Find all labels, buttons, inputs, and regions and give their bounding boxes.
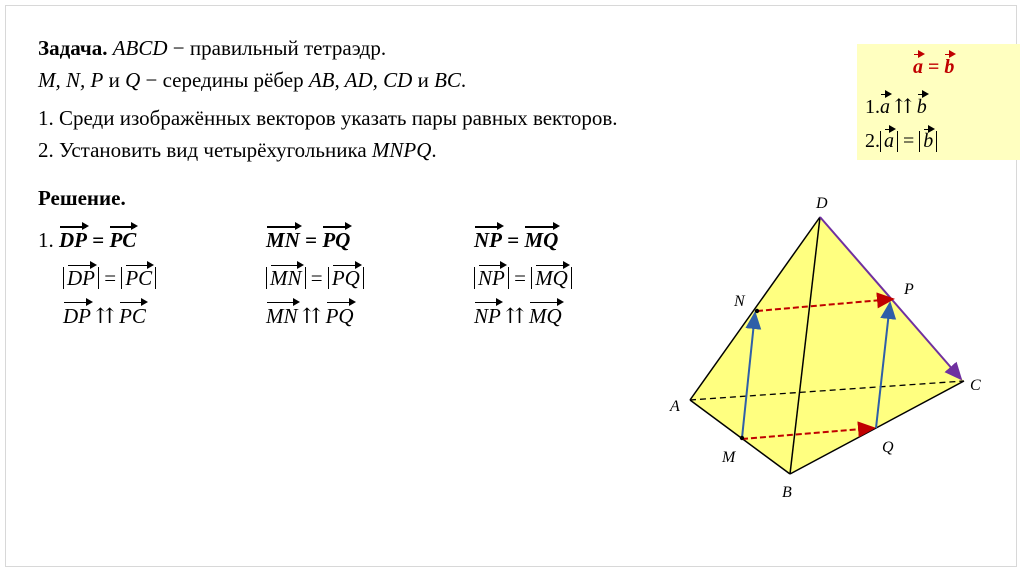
hint-vector-a: a <box>884 130 894 152</box>
label-m: M <box>722 449 736 466</box>
hint-eq: = <box>928 56 940 78</box>
task-and-1: и <box>103 68 126 92</box>
label-q: Q <box>882 439 894 456</box>
eq-sign: = <box>104 266 117 290</box>
task-and-2: и <box>412 68 435 92</box>
task-point-q: Q <box>125 68 141 92</box>
eq-sign: = <box>514 266 526 290</box>
vector-pc: PC <box>109 228 137 252</box>
vector-dp-dir: DP <box>63 304 91 328</box>
codirected-sign: ⇈ <box>302 304 321 328</box>
vector-np: NP <box>474 228 502 252</box>
task-midpoints-text: − середины рёбер <box>140 68 309 92</box>
vector-mn-dir: MN <box>266 304 298 328</box>
vector-dp-len: DP <box>67 266 95 290</box>
task-quadrilateral: MNPQ <box>371 138 432 162</box>
solution-item-number: 1. <box>38 228 54 252</box>
task-title: Задача. <box>38 36 108 60</box>
label-n: N <box>734 293 745 310</box>
label-p: P <box>904 281 914 298</box>
codirected-sign: ⇈ <box>506 304 524 328</box>
task-item-2-text: 2. Установить вид четырёхугольника <box>38 138 372 162</box>
task-period: . <box>460 68 467 92</box>
label-d: D <box>816 195 828 212</box>
hint-num-1: 1. <box>865 96 880 118</box>
eq-sign: = <box>310 266 323 290</box>
codirected-sign: ⇈ <box>96 304 114 328</box>
task-points: M, N, P <box>38 68 104 92</box>
hint-vector-b: b <box>916 96 927 118</box>
task-edges-2: BC <box>434 68 461 92</box>
vector-mn-len: MN <box>270 266 302 290</box>
vector-pc-len: PC <box>125 266 153 290</box>
tetrahedron-face <box>690 217 964 474</box>
task-edges-1: AB, AD, CD <box>308 68 413 92</box>
vector-mq-dir: MQ <box>528 304 562 328</box>
hint-vector-b: b <box>944 56 955 78</box>
task-line-1-text: − правильный тетраэдр. <box>167 36 387 60</box>
label-c: C <box>970 377 981 394</box>
hint-num-2: 2. <box>865 130 880 152</box>
hint-vector-a: a <box>913 56 923 78</box>
hint-vector-b: b <box>923 130 934 152</box>
eq-sign: = <box>92 228 105 252</box>
label-a: A <box>670 398 680 415</box>
eq-sign: = <box>305 228 318 252</box>
vector-pq-dir: PQ <box>325 304 354 328</box>
hint-eq-2: = <box>903 130 915 152</box>
solution-heading: Решение. <box>38 186 126 210</box>
task-tetrahedron-name: ABCD <box>112 36 168 60</box>
hint-vector-a: a <box>880 96 890 118</box>
vector-pq: PQ <box>322 228 351 252</box>
vector-dp: DP <box>59 228 87 252</box>
label-b: B <box>782 484 792 501</box>
vector-pc-dir: PC <box>119 304 146 328</box>
vector-mq-len: MQ <box>535 266 568 290</box>
vector-np-len: NP <box>478 266 505 290</box>
eq-sign: = <box>507 228 520 252</box>
vector-mn: MN <box>266 228 300 252</box>
point-m-dot <box>740 436 744 440</box>
task-item-2-end: . <box>431 138 437 162</box>
vector-mq: MQ <box>524 228 559 252</box>
hint-codirected: ⇈ <box>895 96 912 118</box>
vector-pq-len: PQ <box>331 266 360 290</box>
task-item-1: 1. Среди изображённых векторов указать пары равных векторов. <box>38 106 618 130</box>
point-n-dot <box>755 309 759 313</box>
vector-np-dir: NP <box>474 304 501 328</box>
